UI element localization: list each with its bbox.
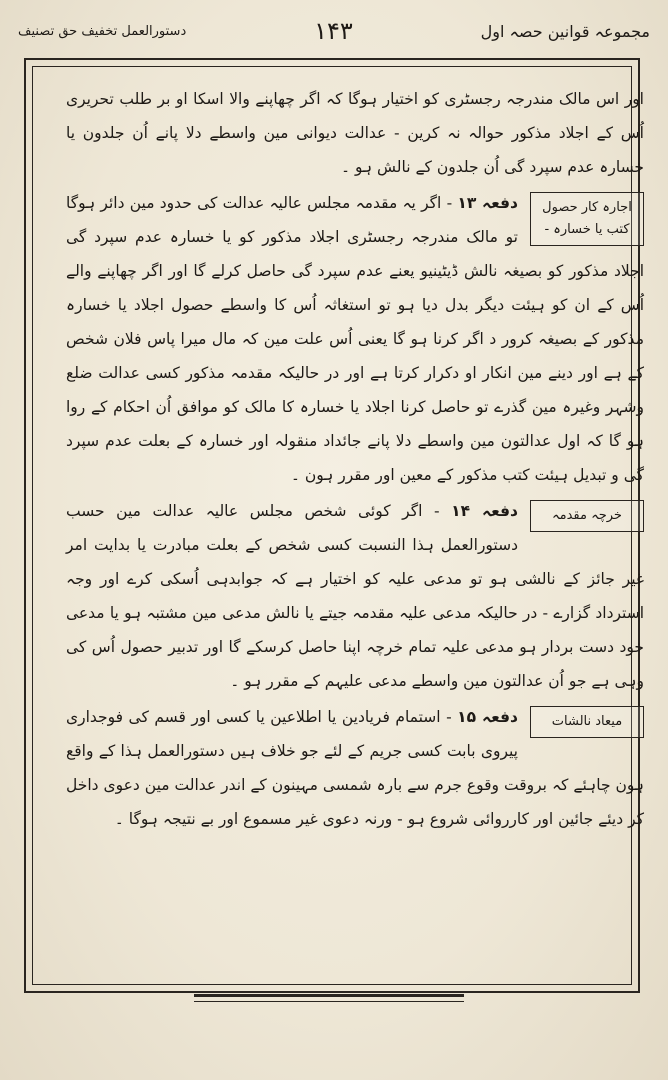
section-paragraph: دفعہ ۱۴ - اگر کوئی شخص مجلس عالیہ عدالت مین حسب دستورالعمل ہذا النسبت کسی شخص کے بعلت مبادرت یا بدایت امر غیر جائز کے نالشی ہو تو مدعی علیہ کو اختیار ہے کہ جوابدہی اُسکی کرے اور وجہ استرداد گزارے - در حالیکہ مدعی علیہ مقدمہ جیتے یا نالش مدعی مین مشتبہ ہو یا مدعی خود دست بردار ہو مدعی علیہ تمام خرچہ اپنا حاصل کرسکے گا اور تدبیر حصول اُس کی وہی ہے جو اُن عدالتون مین واسطے مدعی علیہم کے مقرر ہو ۔ bbox=[66, 502, 644, 690]
section-label: دفعہ ۱۵ bbox=[457, 708, 518, 726]
section-text: اگر یہ مقدمہ مجلس عالیہ عدالت کی حدود مین دائر ہوگا تو مالک مندرجہ رجسٹری اجلاد مذکور کو یا خسارہ عدم سپرد گی اجلاد مذکور کو بصیغہ نالش ڈیٹینیو یعنے عدم سپرد گی حاصل کرلے گا اور اگر چھاپنے والے اُس کے ان کو ہیئت دیگر بدل دیا ہو تو استغاثہ اُس کا واسطے حصول اجلاد یا خسارہ مذکور کے بصیغہ کرور د اگر کرنا ہو گا یعنی اُس علت مین کہ مال میرا پاس فلان شخص کے ہے اور دینے مین انکار او دکرار کرتا ہے اور در حالیکہ مقدمہ مذکور کسی عدالت ضلع وشہر وغیرہ مین گذرے تو حاصل کرنا اجلاد یا خسارہ کا مالک کو موافق اُن احکام کے روا ہو گا کہ اول عدالتون مین واسطے دلا پانے جائداد منقولہ اور خسارہ کے بعلت عدم سپرد گی و تبدیل ہیئت کتب مذکور کے معین اور مقرر ہون ۔ bbox=[66, 194, 644, 484]
page-border bbox=[24, 58, 644, 993]
section-15 bbox=[66, 700, 644, 836]
margin-note: خرچہ مقدمہ bbox=[530, 500, 644, 532]
closing-rule-thin bbox=[194, 1001, 464, 1002]
margin-note: میعاد نالشات bbox=[530, 706, 644, 738]
section-13 bbox=[66, 186, 644, 492]
body-text bbox=[66, 82, 644, 838]
section-text: اگر کوئی شخص مجلس عالیہ عدالت مین حسب دستورالعمل ہذا النسبت کسی شخص کے بعلت مبادرت یا بدایت امر غیر جائز کے نالشی ہو تو مدعی علیہ کو اختیار ہے کہ جوابدہی اُسکی کرے اور وجہ استرداد گزارے - در حالیکہ مدعی علیہ مقدمہ جیتے یا نالش مدعی مین مشتبہ ہو یا مدعی خود دست بردار ہو مدعی علیہ تمام خرچہ اپنا حاصل کرسکے گا اور تدبیر حصول اُس کی وہی ہے جو اُن عدالتون مین واسطے مدعی علیہم کے مقرر ہو ۔ bbox=[66, 502, 644, 690]
section-label: دفعہ ۱۴ bbox=[451, 502, 518, 520]
margin-note: اجارہ کار حصول کتب یا خسارہ - bbox=[530, 192, 644, 246]
page-number: ۱۴۳ bbox=[314, 17, 353, 45]
running-title-right: مجموعہ قوانین حصہ اول bbox=[480, 21, 650, 41]
section-paragraph: دفعہ ۱۳ - اگر یہ مقدمہ مجلس عالیہ عدالت کی حدود مین دائر ہوگا تو مالک مندرجہ رجسٹری اجلاد مذکور کو یا خسارہ عدم سپرد گی اجلاد مذکور کو بصیغہ نالش ڈیٹینیو یعنے عدم سپرد گی حاصل کرلے گا اور اگر چھاپنے والے اُس کے ان کو ہیئت دیگر بدل دیا ہو تو استغاثہ اُس کا واسطے حصول اجلاد یا خسارہ مذکور کے بصیغہ کرور د اگر کرنا ہو گا یعنی اُس علت مین کہ مال میرا پاس فلان شخص کے ہے اور دینے مین انکار او دکرار کرتا ہے اور در حالیکہ مقدمہ مذکور کسی عدالت ضلع وشہر وغیرہ مین گذرے تو حاصل کرنا اجلاد یا خسارہ کا مالک کو موافق اُن احکام کے روا ہو گا کہ اول عدالتون مین واسطے دلا پانے جائداد منقولہ اور خسارہ کے بعلت عدم سپرد گی و تبدیل ہیئت کتب مذکور کے معین اور مقرر ہون ۔ bbox=[66, 194, 644, 484]
section-14 bbox=[66, 494, 644, 698]
section-text: استمام فریادین یا اطلاعین یا کسی اور قسم کی فوجداری پیروی بابت کسی جریم کے لئے جو خلاف ہیں دستورالعمل ہذا کے واقع ہون چاہئے کہ بروقت وقوع جرم سے بارہ شمسی مہینون کے اندر عدالت مین دعوی داخل کر دیئے جائین اور کارروائی شروع ہو - ورنہ دعوی غیر مسموع اور بے نتیجہ ہوگا ۔ bbox=[66, 708, 644, 828]
running-head bbox=[18, 14, 650, 48]
running-title-left: دستورالعمل تخفیف حق تصنیف bbox=[18, 23, 187, 39]
section-label: دفعہ ۱۳ bbox=[457, 194, 518, 212]
closing-rule-thick bbox=[194, 994, 464, 997]
intro-paragraph: اور اس مالک مندرجہ رجسٹری کو اختیار ہوگا کہ اگر چھاپنے والا اسکا او بر طلب تحریری اُس کے اجلاد مذکور حوالہ نہ کرین - عدالت دیوانی مین واسطے دلا پانے اُن جلدون یا خسارہ عدم سپرد گی اُن جلدون کے نالش ہو ۔ bbox=[66, 90, 644, 176]
section-paragraph: دفعہ ۱۵ - استمام فریادین یا اطلاعین یا کسی اور قسم کی فوجداری پیروی بابت کسی جریم کے لئے جو خلاف ہیں دستورالعمل ہذا کے واقع ہون چاہئے کہ بروقت وقوع جرم سے بارہ شمسی مہینون کے اندر عدالت مین دعوی داخل کر دیئے جائین اور کارروائی شروع ہو - ورنہ دعوی غیر مسموع اور بے نتیجہ ہوگا ۔ bbox=[66, 708, 644, 828]
